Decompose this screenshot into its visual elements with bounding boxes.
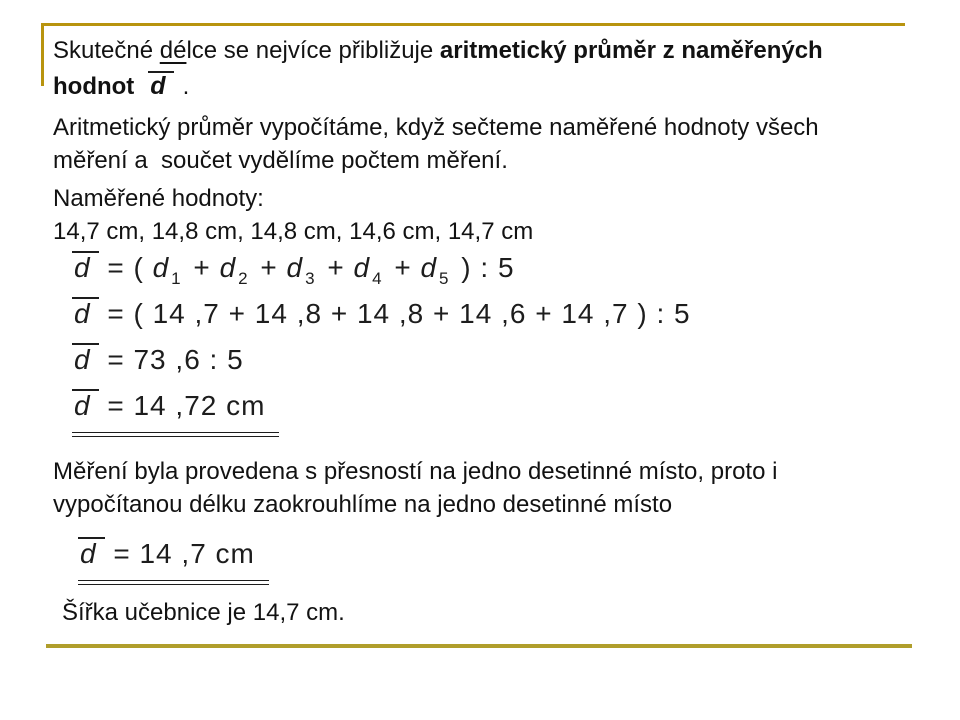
method-paragraph [53, 111, 819, 177]
top-border-line [41, 23, 905, 26]
intro-line-1 [53, 33, 823, 69]
equation-variable: d [219, 252, 237, 283]
intro-text-rest: lce se nejvíce přibližuje [186, 37, 440, 64]
intro-period: . [182, 73, 190, 100]
equation-body [72, 386, 279, 433]
equation-body [72, 344, 244, 375]
d-mean-letter: d [74, 390, 91, 421]
equation-mean-result [72, 386, 691, 433]
rounding-paragraph [53, 455, 777, 521]
equation-definition [72, 248, 691, 288]
d-mean-symbol [72, 343, 99, 375]
measured-values: 14,7 cm, 14,8 cm, 14,8 cm, 14,6 cm, 14,7 cm [53, 218, 534, 245]
equation-text: + [385, 252, 421, 283]
bottom-border-line [46, 644, 912, 648]
equation-text: + [251, 252, 287, 283]
method-line-1: Aritmetický průměr vypočítáme, když sečteme naměřené hodnoty všech [53, 114, 819, 141]
equation-subscript: 4 [372, 268, 383, 288]
d-mean-symbol [78, 537, 105, 569]
equation-text: = ( 14 ,7 + 14 ,8 + 14 ,8 + 14 ,6 + 14 ,7 ) : 5 [98, 298, 691, 329]
measured-values-label: Naměřené hodnoty: [53, 185, 264, 212]
equation-text: + [318, 252, 354, 283]
equation-variable: d [286, 252, 304, 283]
d-mean-symbol [148, 71, 173, 100]
d-mean-letter: d [74, 298, 91, 329]
equation-text: + [184, 252, 220, 283]
equation-variable: d [420, 252, 438, 283]
intro-text-pre: Skutečné [53, 37, 160, 64]
intro-text-underlined: dé [159, 37, 187, 64]
intro-paragraph [53, 33, 823, 105]
rounding-line-2: vypočítanou délku zaokrouhlíme na jedno desetinné místo [53, 491, 673, 518]
method-line-2: měření a součet vydělíme počtem měření. [53, 147, 508, 174]
intro-text-bold2: hodnot [53, 73, 135, 100]
d-mean-letter: d [74, 344, 91, 375]
equation-sum [72, 340, 691, 380]
equation-body [78, 534, 269, 581]
d-mean-letter: d [80, 538, 97, 569]
d-mean-letter: d [150, 72, 166, 100]
d-mean-symbol [72, 389, 99, 421]
equation-subscript: 1 [171, 268, 182, 288]
equation-subscript: 2 [238, 268, 249, 288]
final-equation-block [78, 534, 269, 587]
conclusion-text: Šířka učebnice je 14,7 cm. [62, 599, 345, 626]
equation-text: = 73 ,6 : 5 [98, 344, 244, 375]
equation-subscript: 3 [305, 268, 316, 288]
equation-variable: d [152, 252, 170, 283]
equation-text: = 14 ,72 cm [98, 390, 266, 421]
equation-variable: d [353, 252, 371, 283]
equation-text: = ( [98, 252, 153, 283]
intro-line-2 [53, 69, 823, 105]
equations-block [72, 248, 691, 439]
intro-text-bold: aritmetický průměr z naměřených [439, 37, 823, 64]
equation-subscript: 5 [439, 268, 450, 288]
rounding-line-1: Měření byla provedena s přesností na jedno desetinné místo, proto i [53, 458, 778, 485]
d-mean-symbol [72, 297, 99, 329]
left-accent-line [41, 23, 44, 86]
equation-body [72, 298, 691, 329]
equation-text: = 14 ,7 cm [104, 538, 255, 569]
d-mean-symbol [72, 251, 99, 283]
equation-text: ) : 5 [452, 252, 515, 283]
equation-rounded-result [78, 534, 269, 581]
equation-substituted [72, 294, 691, 334]
d-mean-letter: d [74, 252, 91, 283]
equation-body [72, 252, 515, 288]
